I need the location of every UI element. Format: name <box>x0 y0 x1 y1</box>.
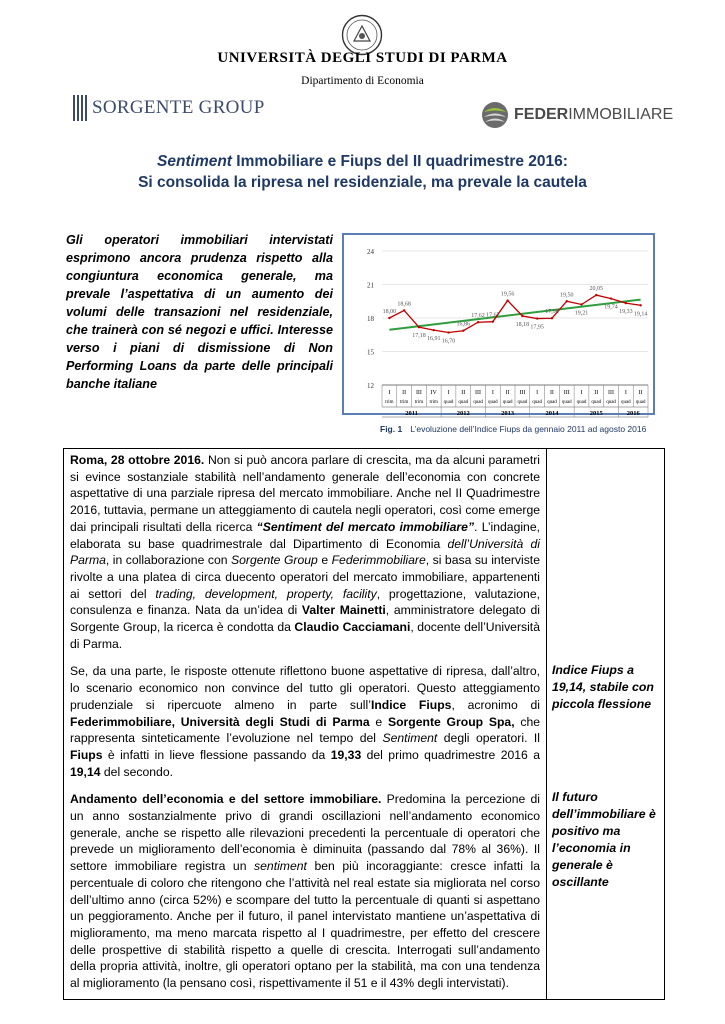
x-tick-sublabel: trim <box>385 400 394 405</box>
x-tick-sublabel: quad <box>458 400 469 405</box>
x-tick-label: I <box>447 390 450 396</box>
data-point <box>610 297 612 299</box>
figure-caption-text: L’evoluzione dell’Indice Fiups da gennaio 2011 ad agosto 2016 <box>410 424 647 434</box>
year-label: 2011 <box>405 410 418 417</box>
x-tick-label: I <box>580 390 583 396</box>
x-tick-label: IV <box>430 390 437 396</box>
data-label: 18,68 <box>397 301 411 308</box>
x-tick-label: II <box>461 390 466 396</box>
data-label: 19,14 <box>633 311 648 318</box>
x-tick-sublabel: trim <box>414 400 424 405</box>
data-point <box>639 304 641 306</box>
department-name: Dipartimento di Economia <box>301 75 424 87</box>
x-tick-label: II <box>549 390 554 396</box>
data-label: 19,56 <box>500 291 515 298</box>
x-tick-label: II <box>594 390 599 396</box>
x-tick-sublabel: quad <box>502 400 513 405</box>
university-name: UNIVERSITÀ DEGLI STUDI DI PARMA <box>217 50 508 66</box>
x-tick-label: III <box>415 390 422 396</box>
data-label: 17,67 <box>486 312 500 319</box>
x-tick-sublabel: quad <box>517 400 528 405</box>
article-paragraph-3: Andamento dell’economia e del settore immobiliare. Predomina la percezione di un anno sostanzialmente privo di grandi oscillazioni nell’andamento economico generale, anche se rispetto alle rilevazioni precedenti la percentuale di operatori che prevede un miglioramento dell’economia è diminuita (passando dal 78% al 36%). Il settore immobiliare registra un sentiment ben più incoraggiante: cresce infatti la percentuale di coloro che ritengono che l’attività nel real estate sia migliorata nel corso dell’ultimo anno (circa 52%) e scompare del tutto la percentuale di quanti si aspettano un peggioramento. Anche per il futuro, il panel intervistato mantiene un’aspettativa di miglioramento, ma meno marcata rispetto al I quadrimestre, per effetto del crescere delle prospettive di stabilità rispetto a quelle di crescita. Interrogati sull’andamento della propria attività, inoltre, gli operatori optano per la stabilità, ma con una tendenza al miglioramento (la pensano così, rispettivamente il 51 e il 43% degli intervistati). <box>70 792 540 991</box>
x-tick-label: I <box>491 390 494 396</box>
y-tick-label: 24 <box>367 248 374 256</box>
data-point <box>477 321 479 323</box>
x-tick-sublabel: quad <box>591 400 602 405</box>
data-label: 17,18 <box>412 333 426 340</box>
data-point <box>418 326 420 328</box>
x-tick-sublabel: trim <box>399 400 409 405</box>
article-paragraph-1: Roma, 28 ottobre 2016. Non si può ancora parlare di crescita, ma da alcuni parametri si evince sostanziale stabilità nell’andamento generale dell’economia con concrete aspettative di una parziale ripresa del mercato immobiliare. Anche nel II Quadrimestre 2016, tuttavia, permane un atteggiamento di cautela negli operatori, così come emerge dai principali risultati della ricerca “Sentiment del mercato immobiliare”. L’indagine, elaborata su base quadrimestrale dal Dipartimento di Economia dell’Università di Parma, in collaborazione con Sorgente Group e Federimmobiliare, si basa su interviste rivolte a una platea di circa duecento operatori del mercato immobiliare, appartenenti ai settori del trading, development, property, facility, progettazione, valutazione, consulenza e finanza. Nata da un’idea di Valter Mainetti, amministratore delegato di Sorgente Group, la ricerca è condotta da Claudio Cacciamani, docente dell’Università di Parma. <box>70 453 541 651</box>
data-point <box>580 303 582 305</box>
x-tick-sublabel: quad <box>443 400 454 405</box>
x-tick-label: II <box>505 390 510 396</box>
x-tick-label: I <box>536 390 539 396</box>
year-label: 2012 <box>456 410 470 417</box>
data-point <box>551 317 553 319</box>
y-tick-label: 18 <box>367 315 374 323</box>
data-label: 19,50 <box>559 292 574 299</box>
x-tick-sublabel: trim <box>429 400 438 405</box>
y-tick-label: 21 <box>367 281 374 290</box>
data-label: 18,00 <box>382 309 397 315</box>
x-tick-label: III <box>475 390 482 396</box>
data-point <box>433 329 435 331</box>
fiups-chart-frame <box>342 233 655 415</box>
data-label: 17,95 <box>530 324 544 331</box>
x-tick-sublabel: quad <box>547 400 557 405</box>
article-table <box>63 448 665 1000</box>
data-label: 20,05 <box>589 286 604 293</box>
data-point <box>595 294 597 296</box>
year-label: 2016 <box>626 410 640 417</box>
federimmobiliare-logo <box>480 99 673 131</box>
x-tick-label: I <box>388 390 391 396</box>
x-tick-sublabel: quad <box>606 400 616 405</box>
data-label: 17,62 <box>471 313 485 320</box>
data-point <box>447 331 449 333</box>
data-point <box>388 317 390 319</box>
data-point <box>566 300 568 302</box>
fiups-line-chart <box>344 235 653 417</box>
figure-number: Fig. 1 <box>380 424 403 434</box>
data-label: 18,18 <box>515 321 530 328</box>
x-tick-sublabel: quad <box>635 400 646 405</box>
x-tick-sublabel: quad <box>561 400 572 405</box>
data-point <box>492 320 494 322</box>
data-point <box>536 317 538 319</box>
x-tick-sublabel: quad <box>532 400 543 405</box>
data-label: 19,74 <box>604 304 618 311</box>
federimmobiliare-logo-text: FEDERIMMOBILIARE <box>514 106 674 123</box>
data-point <box>521 315 523 317</box>
column-divider <box>546 449 547 999</box>
data-point <box>403 309 405 311</box>
figure-caption <box>380 424 662 434</box>
data-point <box>462 330 464 332</box>
article-paragraph-2: Se, da una parte, le risposte ottenute riflettono buone aspettative di ripresa, dall’altro, lo scenario economico non convince del tutto gli operatori. Questo atteggiamento prudenziale si ripercuote almeno in parte sull’Indice Fiups, acronimo di Federimmobiliare, Università degli Studi di Parma e Sorgente Group Spa, che rappresenta sinteticamente l’evoluzione nel tempo del Sentiment degli operatori. Il Fiups è infatti in lieve flessione passando da 19,33 del primo quadrimestre 2016 a 19,14 del secondo. <box>70 664 540 779</box>
year-label: 2015 <box>589 410 603 417</box>
data-label: 17,98 <box>545 309 559 316</box>
x-tick-sublabel: quad <box>576 400 587 405</box>
sorgente-logo-text: SORGENTE GROUP <box>92 97 265 118</box>
x-tick-label: II <box>638 390 643 396</box>
page-title: Sentiment Immobiliare e Fiups del II quadrimestre 2016: Si consolida la ripresa nel residenziale, ma prevale la cautela <box>138 153 587 191</box>
article-body <box>70 452 540 1003</box>
side-note-future: Il futuro dell’immobiliare è positivo ma l’economia in generale è oscillante <box>552 790 656 889</box>
sorgente-bars-icon <box>73 95 87 121</box>
y-tick-label: 15 <box>367 348 374 357</box>
side-note-fiups: Indice Fiups a 19,14, stabile con piccola flessione <box>552 663 654 711</box>
data-point <box>506 299 508 301</box>
x-tick-label: II <box>402 390 407 396</box>
x-tick-label: III <box>563 390 570 396</box>
x-tick-sublabel: quad <box>620 400 631 405</box>
federimmobiliare-emblem-icon <box>480 100 510 130</box>
y-tick-label: 12 <box>367 382 374 390</box>
sorgente-group-logo <box>73 94 265 122</box>
x-tick-label: I <box>624 390 627 396</box>
x-tick-label: III <box>608 390 615 396</box>
data-label: 16,86 <box>456 321 471 328</box>
data-label: 19,21 <box>574 310 589 317</box>
x-tick-label: III <box>519 390 526 396</box>
x-tick-sublabel: quad <box>473 400 483 405</box>
year-label: 2014 <box>545 410 559 417</box>
abstract-text: Gli operatori immobiliari intervistati esprimono ancora prudenza rispetto alla congiuntura economica generale, ma prevale l’aspettativa di un aumento dei volumi delle transazioni nel residenziale, che trainerà con sé negozi e uffici. Interesse verso i piani di dismissione di Non Performing Loans da parte delle principali banche italiane <box>66 233 333 391</box>
data-point <box>625 302 627 304</box>
x-tick-sublabel: quad <box>487 400 498 405</box>
year-label: 2013 <box>501 410 515 417</box>
data-label: 16,70 <box>441 338 456 345</box>
data-label: 19,33 <box>619 309 633 316</box>
data-label: 16,91 <box>426 336 441 343</box>
